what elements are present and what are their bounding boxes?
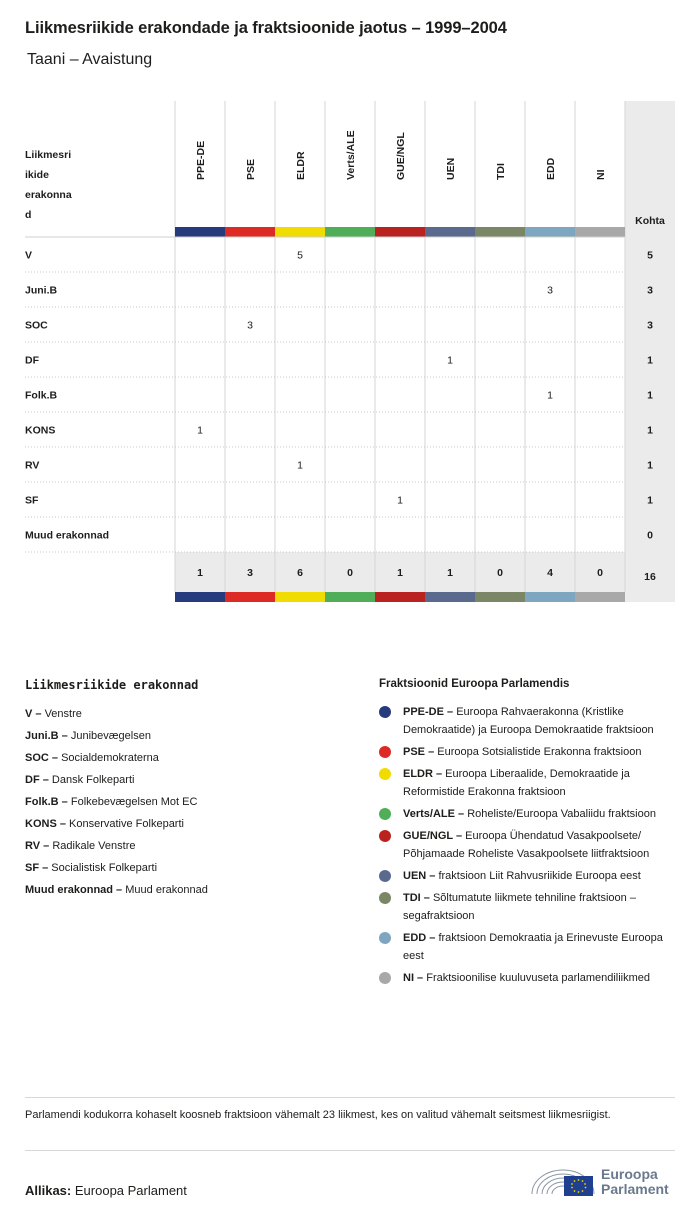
column-color-bar-bottom [175, 592, 225, 602]
cell-value: 1 [297, 459, 303, 472]
column-color-bar [275, 227, 325, 237]
column-header-uen: UEN [445, 157, 457, 180]
cell-value: 1 [547, 389, 553, 402]
group-color-dot [379, 932, 391, 944]
group-legend-item: ELDR – Euroopa Liberaalide, Demokraatide ja Reformistide Erakonna fraktsioon [379, 765, 679, 801]
group-color-dot [379, 830, 391, 842]
column-color-bar-bottom [375, 592, 425, 602]
row-label: V [25, 249, 33, 262]
page-subtitle: Taani – Avaistung [27, 51, 153, 68]
column-total: 0 [497, 567, 503, 579]
row-total: 1 [647, 494, 653, 507]
group-legend-item: UEN – fraktsioon Liit Rahvusriikide Euroopa eest [379, 867, 679, 885]
row-header-label: d [25, 209, 32, 221]
party-legend-item: Folk.B – Folkebevægelsen Mot EC [25, 796, 198, 808]
party-legend-title: Liikmesriikide erakonnad [25, 678, 199, 692]
cell-value: 5 [297, 249, 303, 262]
column-header-guengl: GUE/NGL [395, 132, 407, 180]
cell-value: 1 [447, 354, 453, 367]
column-header-ni: NI [595, 169, 607, 180]
column-total: 4 [547, 567, 553, 579]
column-header-edd: EDD [545, 157, 557, 180]
group-legend-item: PSE – Euroopa Sotsialistide Erakonna fraktsioon [379, 743, 679, 761]
column-color-bar [425, 227, 475, 237]
logo-wordmark: Euroopa Parlament [601, 1166, 669, 1197]
group-color-dot [379, 706, 391, 718]
column-color-bar-bottom [525, 592, 575, 602]
group-legend-item: GUE/NGL – Euroopa Ühendatud Vasakpoolsete/ Põhjamaade Roheliste Vasakpoolsete liitfraktsioon [379, 827, 679, 863]
group-legend-list [379, 703, 679, 991]
group-color-dot [379, 746, 391, 758]
column-color-bar-bottom [425, 592, 475, 602]
party-legend-item: DF – Dansk Folkeparti [25, 774, 135, 786]
column-color-bar [575, 227, 625, 237]
column-color-bar [525, 227, 575, 237]
group-legend-item: Verts/ALE – Roheliste/Euroopa Vabaliidu fraktsioon [379, 805, 679, 823]
party-legend-item: SF – Socialistisk Folkeparti [25, 862, 158, 874]
cell-value: 3 [247, 319, 253, 332]
row-label: Juni.B [25, 284, 58, 297]
column-header-ppede: PPE-DE [195, 140, 207, 180]
column-total: 1 [397, 567, 403, 579]
source-line: Allikas: Euroopa Parlament [25, 1183, 187, 1198]
row-label: SF [25, 494, 39, 507]
column-total: 1 [447, 567, 453, 579]
row-header-label: Liikmesri [25, 149, 72, 161]
cell-value: 1 [397, 494, 403, 507]
group-legend-item: TDI – Sõltumatute liikmete tehniline fraktsioon – segafraktsioon [379, 889, 679, 925]
cell-value: 1 [197, 424, 203, 437]
group-legend-item: PPE-DE – Euroopa Rahvaerakonna (Kristlike Demokraatide) ja Euroopa Demokraatide fraktsioon [379, 703, 679, 739]
column-header-tdi: TDI [495, 163, 507, 180]
divider [25, 1150, 675, 1151]
party-legend-item: Muud erakonnad – Muud erakonnad [25, 884, 208, 896]
row-total: 3 [647, 319, 653, 332]
column-color-bar [475, 227, 525, 237]
column-total: 6 [297, 567, 303, 579]
row-total: 3 [647, 284, 653, 297]
row-label: Folk.B [25, 389, 58, 402]
column-color-bar-bottom [575, 592, 625, 602]
total-column-bg [625, 101, 675, 602]
row-total: 0 [647, 529, 653, 542]
column-color-bar-bottom [275, 592, 325, 602]
party-legend-item: KONS – Konservative Folkeparti [25, 818, 184, 830]
column-total: 1 [197, 567, 203, 579]
page-title: Liikmesriikide erakondade ja fraktsioonide jaotus – 1999–2004 [25, 19, 507, 37]
row-total: 1 [647, 459, 653, 472]
group-legend-item: NI – Fraktsioonilise kuuluvuseta parlamendiliikmed [379, 969, 679, 987]
column-color-bar [175, 227, 225, 237]
cell-value: 3 [547, 284, 553, 297]
group-color-dot [379, 768, 391, 780]
row-label: Muud erakonnad [25, 529, 110, 542]
column-color-bar [325, 227, 375, 237]
row-header-label: ikide [25, 169, 49, 181]
row-label: RV [25, 459, 40, 472]
row-label: KONS [25, 424, 56, 437]
group-color-dot [379, 972, 391, 984]
column-color-bar-bottom [475, 592, 525, 602]
group-color-dot [379, 870, 391, 882]
column-header-pse: PSE [245, 158, 257, 180]
column-color-bar [375, 227, 425, 237]
party-legend-list [25, 703, 208, 901]
party-legend-item: Juni.B – Junibevægelsen [25, 730, 151, 742]
total-header: Kohta [635, 215, 665, 227]
row-label: SOC [25, 319, 48, 332]
group-legend-item: EDD – fraktsioon Demokraatia ja Erinevuste Euroopa eest [379, 929, 679, 965]
row-label: DF [25, 354, 39, 367]
row-total: 1 [647, 354, 653, 367]
row-header-label: erakonna [25, 189, 72, 201]
column-header-eldr: ELDR [295, 151, 307, 180]
column-color-bar-bottom [225, 592, 275, 602]
column-header-vertsale: Verts/ALE [345, 130, 357, 180]
group-color-dot [379, 808, 391, 820]
party-legend-item: V – Venstre [25, 708, 82, 720]
party-legend-item: SOC – Socialdemokraterna [25, 752, 159, 764]
row-total: 5 [647, 249, 653, 262]
divider [25, 1097, 675, 1098]
column-total: 3 [247, 567, 253, 579]
column-color-bar-bottom [325, 592, 375, 602]
row-total: 1 [647, 389, 653, 402]
group-color-dot [379, 892, 391, 904]
column-total: 0 [347, 567, 353, 579]
party-legend-item: RV – Radikale Venstre [25, 840, 136, 852]
column-total: 0 [597, 567, 603, 579]
row-total: 1 [647, 424, 653, 437]
group-legend-title: Fraktsioonid Euroopa Parlamendis [379, 678, 570, 690]
column-color-bar [225, 227, 275, 237]
grand-total: 16 [644, 571, 656, 583]
footnote: Parlamendi kodukorra kohaselt koosneb fraktsioon vähemalt 23 liikmest, kes on valitud vähemalt seitsmest liikmesriigist. [25, 1109, 611, 1121]
